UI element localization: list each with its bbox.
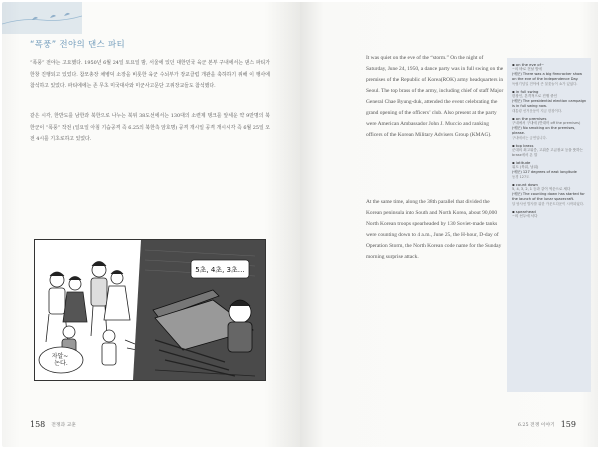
english-paragraph-2: At the same time, along the 38th parallel that divided the Korean peninsula into South and North Korea, about 90,000 North Korean troops spearheaded by 130 Soviet-made tanks were counting down to 4 a.m., June 25, the H-hour, D-day of Operation Storm, the North Korean code name for the Sunday morning surprise attack.: [366, 199, 502, 261]
right-page-number: 159: [560, 420, 576, 429]
vocab-item: ▪ on the premises 구내에서 구내에 (반대어 off the premises) (예문) No smoking on the premises, please. 구내에서는 금연입니다.: [512, 116, 587, 141]
vocab-gloss: 군대의 최고위층, 고위층 고급장교 등을 뜻하는 brass에서 온 말: [512, 148, 583, 158]
vocab-gloss: 한창인, 본격적으로 진행 중인: [512, 94, 558, 99]
left-folio: [30, 420, 76, 429]
speech-bubble-text: 자알~ 논다.: [51, 353, 69, 367]
vocab-example-translation: 독립기념일 전야에 큰 불꽃놀이 쇼가 있었다.: [512, 82, 578, 87]
vocab-example-translation: 달 탐사선 발사를 위한 카운트다운이 시작되었다.: [512, 202, 584, 207]
bird-branch-decoration: [2, 2, 82, 34]
vocab-example-translation: 구내에서는 금연입니다.: [512, 136, 547, 141]
vocab-gloss: ~의 바로 전날 밤에: [512, 67, 542, 72]
vocabulary-box: [507, 58, 591, 392]
vocab-example: (예문) There was a big firecracker show on the eve of the Independence Day.: [512, 72, 583, 82]
vocab-item: ▪ latitude 위도 (북위, 남위) (예문) 127 degrees of east longitude 동경 127도: [512, 160, 587, 180]
vocab-example: (예문) No smoking on the premises, please.: [512, 126, 576, 136]
book-spread: [2, 2, 598, 447]
vocab-example: (예문) 127 degrees of east longitude: [512, 169, 577, 174]
vocab-item: ▪ count down 5, 4, 3, 2, 1 등과 같이 역순으로 세다 (예문) The counting down has started for the launch of the lunar spacecraft. 달 탐사선 발사를 위한 카운트다운이 시작되었다.: [512, 182, 587, 207]
vocab-term: in full swing: [515, 88, 539, 94]
vocab-gloss: 위도 (북위, 남위): [512, 164, 539, 169]
vocab-term: on the eve of~: [515, 62, 545, 67]
right-page: [300, 2, 598, 447]
left-page: [2, 2, 300, 447]
vocab-term: on the premises: [515, 115, 547, 121]
vocab-example-translation: 동경 127도: [512, 175, 530, 180]
vocab-example: (예문) The presidential election campaign is in full swing now.: [512, 99, 587, 109]
vocab-gloss: 구내에서 구내에 (반대어 off the premises): [512, 121, 581, 126]
vocab-gloss: ~의 선두에 서다: [512, 213, 538, 218]
chapter-title: “폭풍” 전야의 댄스 파티: [30, 40, 126, 50]
vocab-example-translation: 대통령 선거운동이 지금 한창이다.: [512, 109, 563, 114]
vocab-gloss: 5, 4, 3, 2, 1 등과 같이 역순으로 세다: [512, 186, 571, 191]
countdown-sign-text: 5초, 4초, 3초…: [195, 266, 245, 274]
right-folio: [518, 420, 576, 429]
vocab-term: spearhead: [515, 208, 536, 214]
vocab-term: count down: [515, 181, 538, 187]
left-page-number: 158: [30, 420, 46, 429]
vocab-item: ▪ top brass 군대의 최고위층, 고위층 고급장교 등을 뜻하는 brass에서 온 말: [512, 143, 587, 158]
english-paragraph-1: It was quiet on the eve of the “storm.” On the night of Saturday, June 24, 1950, a dance party was in full swing on the premises of the Republic of Korea(ROK) army headquarters in Seoul. The top brass of the army, including chief of staff Major General Chae Byung-duk, attended the event celebrating the grand opening of the officers’ club. Also present at the party were American Ambassador John J. Muccio and ranking officers of the Korean Military Advisers Group (KMAG).: [366, 55, 504, 139]
cartoon-drawing: [35, 240, 265, 380]
vocab-item: ▪ in full swing 한창인, 본격적으로 진행 중인 (예문) The presidential election campaign is in full swing now. 대통령 선거운동이 지금 한창이다.: [512, 88, 587, 114]
vocab-term: latitude: [515, 159, 531, 165]
korean-paragraph-2: 같은 시각, 한반도를 남한과 북한으로 나누는 북위 38도선에서는 130대의 소련제 탱크를 앞세운 약 9만명의 북한군이 “폭풍” 작전 (일요일 아침 기습공격 즉 6.25의 북한측 암호명) 공격 개시일 공격 개시시각 즉 6월 25일 오전 4시를 기초로하고 있었다.: [30, 113, 270, 143]
left-running-head: 전쟁과 교훈: [51, 423, 76, 428]
vocab-term: top brass: [515, 142, 534, 148]
cartoon-illustration: [34, 239, 266, 381]
vocab-item: ▪ spearhead ~의 선두에 서다: [512, 209, 587, 219]
vocab-item: ▪ on the eve of~ ~의 바로 전날 밤에 (예문) There was a big firecracker show on the eve of the Independence Day. 독립기념일 전야에 큰 불꽃놀이 쇼가 있었다.: [512, 62, 587, 87]
vocab-example: (예문) The counting down has started for the launch of the lunar spacecraft.: [512, 191, 585, 201]
right-running-head: 6.25 전쟁 이야기: [517, 423, 555, 428]
korean-paragraph-1: “폭풍” 전야는 고요했다. 1950년 6월 24일 토요일 밤, 서울에 있던 대한민국 육군 본부 구내에서는 댄스 파티가 한창 진행되고 있었다. 참모총장 채병덕 소장을 비롯한 육군 수뇌부가 장교클럽 개관을 축하하기 위해 이 행사에 참석하고 있었다. 파티에에는 존 무초 미국대사와 미군사고문단 고위장교들도 참석했다.: [30, 60, 270, 90]
